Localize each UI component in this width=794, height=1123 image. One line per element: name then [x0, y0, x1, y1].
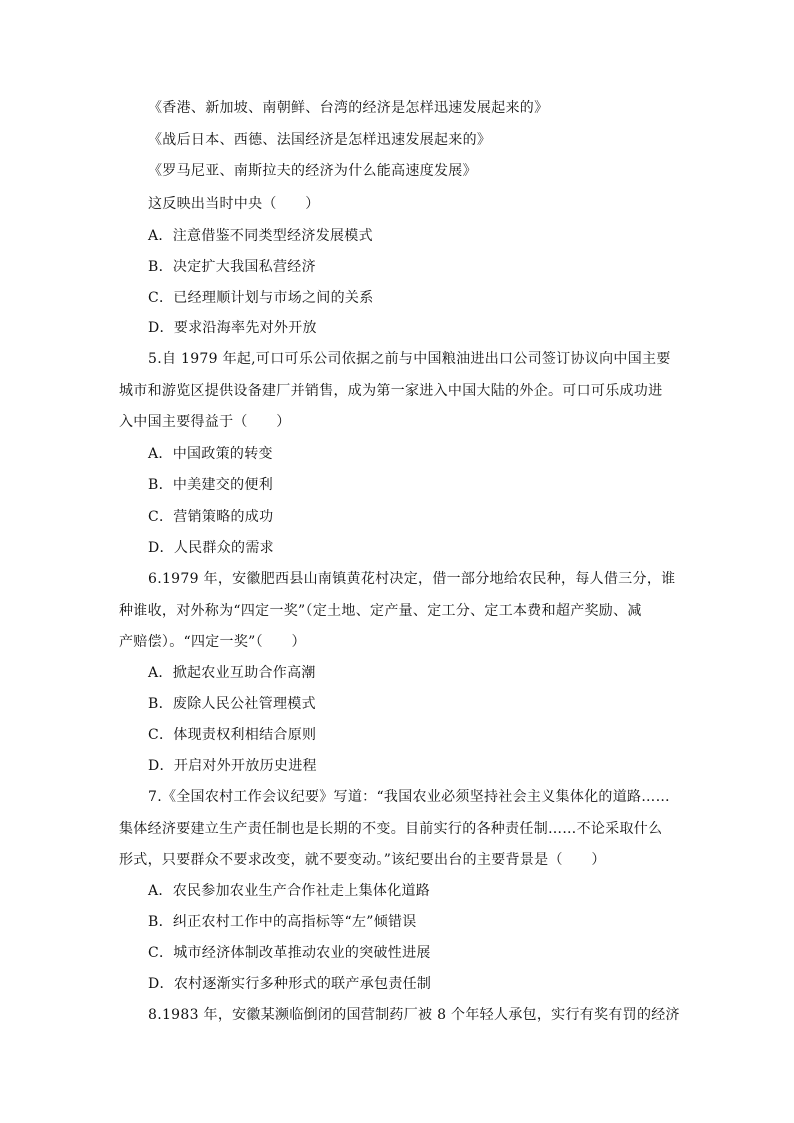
q6-option-b: B．废除人民公社管理模式 — [148, 696, 316, 712]
q5-stem-line-2: 城市和游览区提供设备建厂并销售，成为第一家进入中国大陆的外企。可口可乐成功进 — [119, 383, 663, 399]
q4-stem: 这反映出当时中央（ ） — [148, 196, 320, 212]
q6-option-d: D．开启对外开放历史进程 — [148, 758, 317, 774]
q7-stem-line-2: 集体经济要建立生产责任制也是长期的不变。目前实行的各种责任制……不论采取什么 — [119, 821, 663, 837]
q5-stem-line-1: 5.自 1979 年起,可口可乐公司依据之前与中国粮油进出口公司签订协议向中国主要 — [148, 351, 671, 367]
q5-option-a: A．中国政策的转变 — [148, 446, 273, 462]
q5-option-c: C．营销策略的成功 — [148, 509, 274, 525]
q5-stem-line-3: 入中国主要得益于（ ） — [119, 414, 291, 430]
material-title-2: 《战后日本、西德、法国经济是怎样迅速发展起来的》 — [148, 132, 492, 148]
q7-option-c: C．城市经济体制改革推动农业的突破性进展 — [148, 945, 431, 961]
q4-option-b: B．决定扩大我国私营经济 — [148, 259, 316, 275]
q7-option-d: D．农村逐渐实行多种形式的联产承包责任制 — [148, 976, 432, 992]
q7-option-a: A．农民参加农业生产合作社走上集体化道路 — [148, 883, 431, 899]
material-title-3: 《罗马尼亚、南斯拉夫的经济为什么能高速度发展》 — [148, 163, 477, 179]
q8-stem-line-1: 8.1983 年，安徽某濒临倒闭的国营制药厂被 8 个年轻人承包，实行有奖有罚的经济 — [148, 1007, 680, 1023]
q5-option-b: B．中美建交的便利 — [148, 477, 273, 493]
material-title-1: 《香港、新加坡、南朝鲜、台湾的经济是怎样迅速发展起来的》 — [148, 100, 549, 116]
q7-stem-line-1: 7.《全国农村工作会议纪要》写道：“我国农业必须坚持社会主义集体化的道路…… — [148, 789, 670, 805]
q5-option-d: D．人民群众的需求 — [148, 540, 274, 556]
q6-stem-line-2: 种谁收，对外称为“四定一奖”（定土地、定产量、定工分、定工本费和超产奖励、减 — [119, 603, 642, 619]
q4-option-d: D．要求沿海率先对外开放 — [148, 320, 317, 336]
q6-stem-line-1: 6.1979 年，安徽肥西县山南镇黄花村决定，借一部分地给农民种，每人借三分，谁 — [148, 571, 676, 587]
q4-option-a: A．注意借鉴不同类型经济发展模式 — [148, 228, 373, 244]
q4-option-c: C．已经理顺计划与市场之间的关系 — [148, 290, 374, 306]
q6-option-c: C．体现责权利相结合原则 — [148, 727, 317, 743]
q7-stem-line-3: 形式，只要群众不要求改变，就不要变动。”该纪要出台的主要背景是（ ） — [119, 852, 606, 868]
q7-option-b: B．纠正农村工作中的高指标等“左”倾错误 — [148, 914, 417, 930]
q6-stem-line-3: 产赔偿）。“四定一奖”（ ） — [119, 634, 306, 650]
q6-option-a: A．掀起农业互助合作高潮 — [148, 665, 316, 681]
